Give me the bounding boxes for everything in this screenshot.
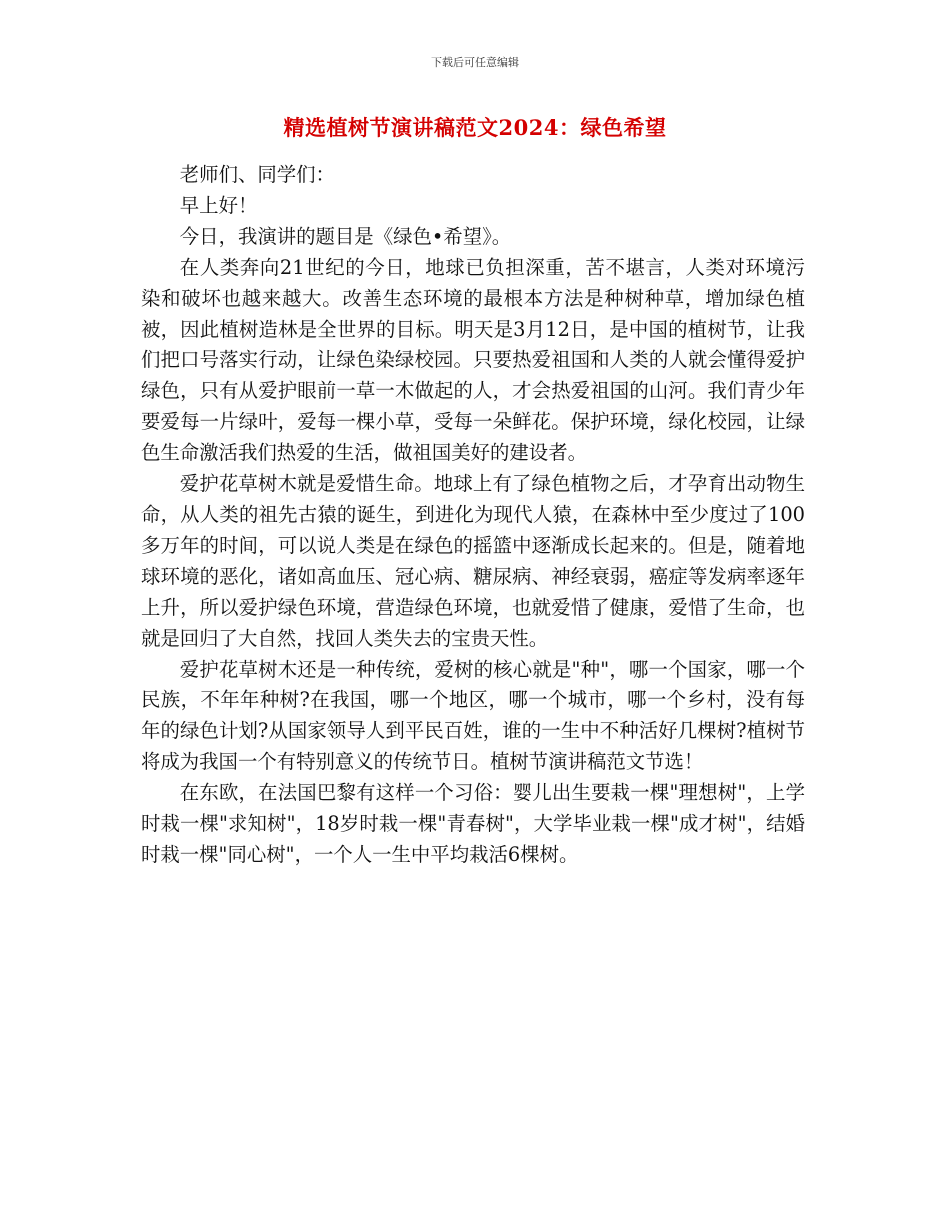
paragraph-body-3: 爱护花草树木还是一种传统，爱树的核心就是"种"，哪一个国家，哪一个民族，不年年种树?在我国，哪一个地区，哪一个城市，哪一个乡村，没有每年的绿色计划?从国家领导人到平民百姓，谁的一生中不种活好几棵树?植树节将成为我国一个有特别意义的传统节日。植树节演讲稿范文节选！ bbox=[141, 657, 805, 774]
paragraph-body-4: 在东欧，在法国巴黎有这样一个习俗：婴儿出生要栽一棵"理想树"，上学时栽一棵"求知树"，18岁时栽一棵"青春树"，大学毕业栽一棵"成才树"，结婚时栽一棵"同心树"，一个人一生中平均栽活6棵树。 bbox=[141, 781, 805, 866]
document-body bbox=[141, 160, 805, 871]
header-note: 下载后可任意编辑 bbox=[431, 56, 519, 69]
paragraph-body-1: 在人类奔向21世纪的今日，地球已负担深重，苦不堪言，人类对环境污染和破坏也越来越大。改善生态环境的最根本方法是种树种草，增加绿色植被，因此植树造林是全世界的目标。明天是3月12日，是中国的植树节，让我们把口号落实行动，让绿色染绿校园。只要热爱祖国和人类的人就会懂得爱护绿色，只有从爱护眼前一草一木做起的人，才会热爱祖国的山河。我们青少年要爱每一片绿叶，爱每一棵小草，受每一朵鲜花。保护环境，绿化校园，让绿色生命激活我们热爱的生活，做祖国美好的建设者。 bbox=[141, 255, 805, 465]
paragraph-greeting: 早上好！ bbox=[179, 193, 258, 217]
paragraph-topic: 今日，我演讲的题目是《绿色•希望》。 bbox=[179, 224, 512, 248]
paragraph-salutation: 老师们、同学们： bbox=[179, 163, 335, 186]
paragraph-body-2: 爱护花草树木就是爱惜生命。地球上有了绿色植物之后，才孕育出动物生命，从人类的祖先古猿的诞生，到进化为现代人猿，在森林中至少度过了100多万年的时间，可以说人类是在绿色的摇篮中逐渐成长起来的。但是，随着地球环境的恶化，诸如高血压、冠心病、糖尿病、神经衰弱，癌症等发病率逐年上升，所以爱护绿色环境，营造绿色环境，也就爱惜了健康，爱惜了生命，也就是回归了大自然，找回人类失去的宝贵天性。 bbox=[141, 472, 805, 650]
document-title: 精选植树节演讲稿范文2024：绿色希望 bbox=[283, 115, 667, 140]
